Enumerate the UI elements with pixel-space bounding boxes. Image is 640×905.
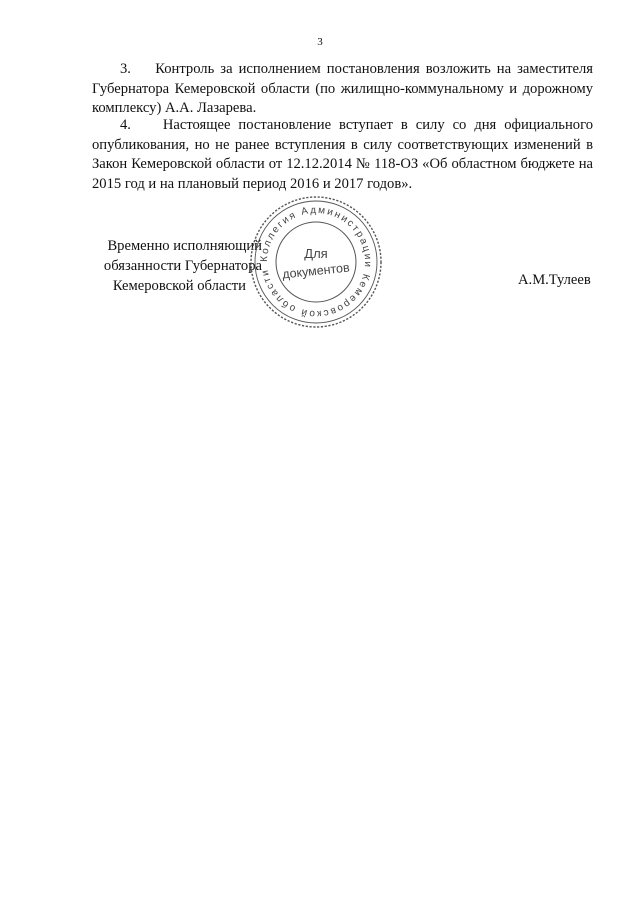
stamp-middle-ring bbox=[255, 201, 377, 323]
paragraph-number: 4. bbox=[120, 117, 131, 133]
paragraph-3 bbox=[92, 60, 593, 119]
stamp-center-line2: документов bbox=[281, 260, 351, 282]
stamp-center-line1: Для bbox=[304, 246, 328, 261]
signatory-title bbox=[92, 236, 262, 296]
signatory-title-line: Кемеровской области bbox=[112, 278, 246, 294]
paragraph-number: 3. bbox=[120, 61, 131, 77]
stamp-outer-ring bbox=[251, 197, 381, 327]
official-stamp bbox=[248, 194, 384, 330]
signatory-name: А.М.Тулеев bbox=[518, 272, 591, 288]
paragraph-text: Настоящее постановление вступает в силу со дня официального опубликования, но не ранее вступления в силу соответствующих изменений в Закон Кемеровской области от 12.12.2014 № 118-ОЗ «Об областном бюджете на 2015 год и на плановый период 2016 и 2017 годов». bbox=[92, 117, 593, 192]
signatory-title-line: Временно исполняющий bbox=[107, 238, 262, 254]
page-number: 3 bbox=[317, 36, 323, 48]
paragraph-text: Контроль за исполнением постановления возложить на заместителя Губернатора Кемеровской области (по жилищно-коммунальному и дорожному комплексу) А.А. Лазарева. bbox=[92, 61, 593, 116]
paragraph-4 bbox=[92, 116, 593, 194]
stamp-ring-text: Коллегия Администрации Кемеровской области bbox=[258, 204, 374, 320]
signatory-title-line: обязанности Губернатора bbox=[103, 258, 262, 274]
